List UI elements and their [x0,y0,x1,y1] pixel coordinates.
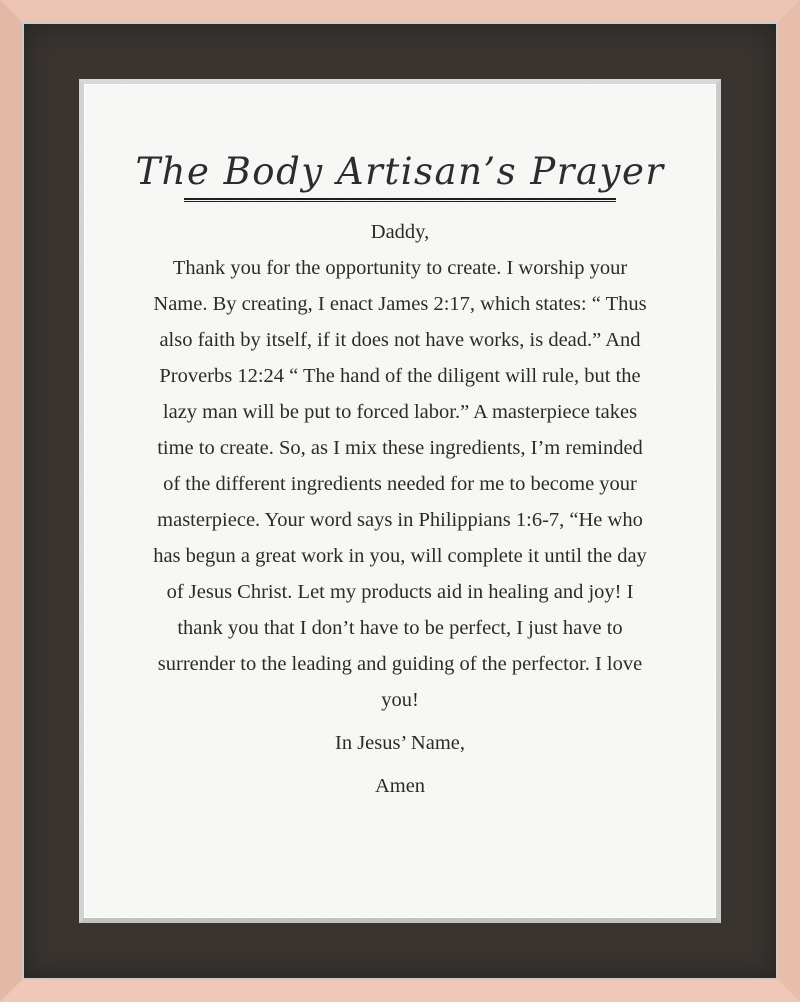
body-line: of Jesus Christ. Let my products aid in healing and joy! I [166,581,634,603]
body-line: thank you that I don’t have to be perfect, I just have to [177,617,623,639]
body-line: lazy man will be put to forced labor.” A masterpiece takes [162,401,638,423]
salutation: Daddy, [370,221,430,243]
body-line: masterpiece. Your word says in Philippians 1:6-7, “He who [157,509,643,531]
body-line: Thank you for the opportunity to create. I worship your [172,257,628,279]
body-line: of the different ingredients needed for me to become your [163,473,637,495]
letter-title: The Body Artisan’s Prayer [135,150,665,193]
signoff-line: Amen [374,775,426,797]
body-line: also faith by itself, if it does not have works, is dead.” And [159,329,641,351]
letter-paper [79,79,721,923]
body-line: surrender to the leading and guiding of the perfector. I love [157,653,643,675]
body-line: Proverbs 12:24 “ The hand of the diligent will rule, but the [159,365,641,387]
closing-line: In Jesus’ Name, [335,732,465,754]
frame-inner-lip [22,22,778,980]
body-line: you! [381,689,419,711]
letter-content [84,84,716,918]
letter-body [84,250,716,718]
body-line: Name. By creating, I enact James 2:17, which states: “ Thus [153,293,647,315]
body-line: time to create. So, as I mix these ingredients, I’m reminded [157,437,643,459]
mat-board [24,24,776,978]
body-line: has begun a great work in you, will complete it until the day [153,545,647,567]
title-underline [184,198,616,202]
